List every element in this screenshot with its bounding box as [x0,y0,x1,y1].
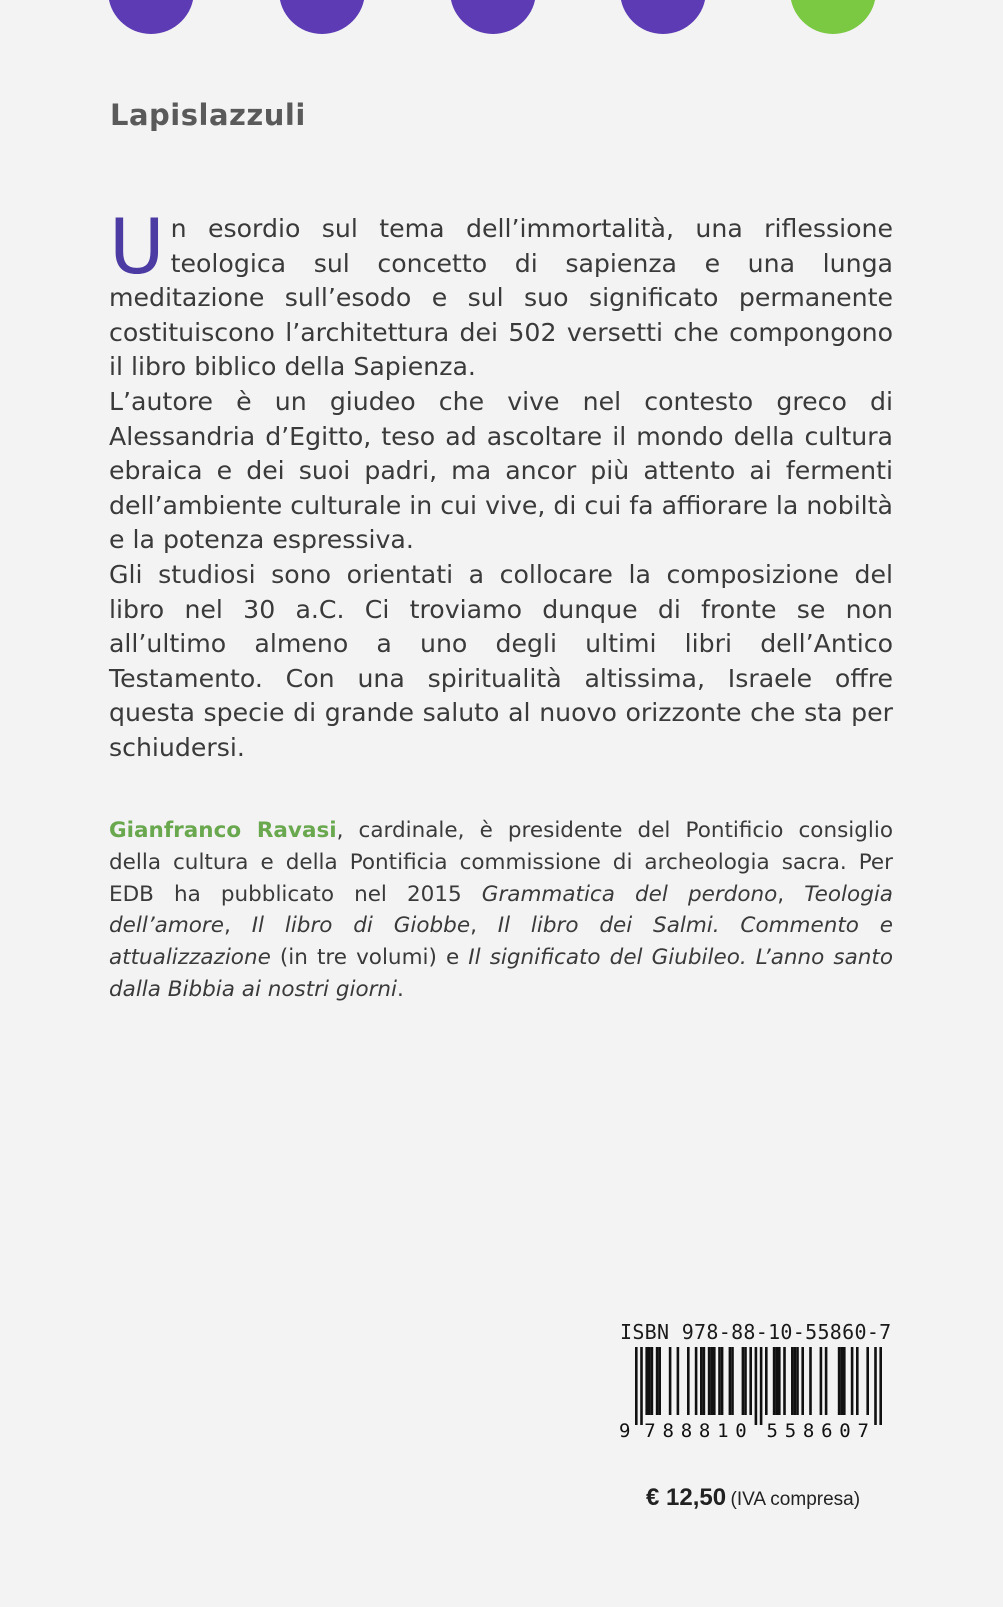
barcode-bar [651,1347,654,1415]
barcode-bar [713,1347,716,1415]
work-title-3: Il libro di Giobbe [251,913,471,939]
blurb-text-1: n esordio sul tema dell’immortalità, una riflessione teologica sul concetto di sapienza e una lunga meditazione sull’esodo e sul suo significato permanente costituiscono l’architettura dei 502 versetti che compongono il libro biblico della Sapienza. [109,214,893,382]
barcode-bar [742,1347,745,1415]
purple-dot-2 [279,0,365,34]
barcode-digit: 8 [802,1420,815,1442]
bio-sep-5: . [397,976,404,1002]
barcode-bar [703,1347,706,1415]
barcode-bar [721,1347,724,1415]
price-amount: € 12,50 [646,1484,727,1511]
bio-sep-1: , [777,881,805,907]
barcode-digits [619,1420,869,1442]
barcode-digit: 0 [735,1420,747,1442]
price [646,1484,860,1512]
barcode-digit: 8 [662,1420,674,1442]
barcode-bar [851,1347,854,1415]
barcode-bar [874,1347,877,1425]
barcode-digit: 8 [698,1420,711,1442]
green-dot [790,0,876,34]
barcode-bar [825,1347,828,1415]
barcode-bar [794,1347,797,1415]
blurb-paragraph-2: L’autore è un giudeo che vive nel contesto greco di Alessandria d’Egitto, teso ad ascoltare il mondo della cultura ebraica e dei suoi padri, ma ancor più attento ai fermenti dell’ambiente culturale in cui vive, di cui fa affiorare la nobiltà e la potenza espressiva. [109,386,893,555]
bio-paragraph [109,815,893,1006]
barcode-bar [755,1347,758,1425]
color-dots-strip [0,0,1003,40]
work-title-2: Teologia dell’amore [109,881,893,939]
barcode-bar [648,1347,651,1415]
barcode-bar [765,1347,768,1415]
barcode-bar [635,1347,638,1425]
barcode-bar [775,1347,778,1415]
barcode-digit: 8 [680,1420,693,1442]
barcode-digit: 0 [839,1420,851,1442]
barcode-bar [658,1347,661,1415]
barcode-bar [760,1347,763,1425]
price-vat-note: (IVA compresa) [730,1489,861,1510]
barcode-digit: 7 [644,1420,656,1442]
barcode-bar [687,1347,690,1415]
author-name: Gianfranco Ravasi [109,818,337,843]
barcode-bar [778,1347,781,1415]
barcode-bars [635,1347,882,1425]
isbn-label: ISBN 978-88-10-55860-7 [620,1320,892,1344]
barcode-bar [731,1347,734,1415]
purple-dot-4 [620,0,706,34]
bio-sep-3: , [470,913,498,939]
barcode-bar [879,1347,882,1425]
barcode-bar [773,1347,776,1415]
barcode-bar [656,1347,659,1415]
barcode-bar [744,1347,747,1415]
barcode-bar [840,1347,843,1415]
back-cover-blurb [109,202,893,766]
series-title: Lapislazzuli [110,98,306,132]
barcode-bar [820,1347,823,1415]
barcode-bar [677,1347,680,1415]
purple-dot-3 [450,0,536,34]
barcode-bar [708,1347,711,1415]
author-bio [109,815,893,1006]
work-title-4: Il libro dei Salmi. Commento e attualizzazione [109,913,893,971]
purple-dot-1 [108,0,194,34]
barcode-bar [783,1347,786,1415]
barcode-bar [796,1347,799,1415]
barcode-bar [695,1347,698,1415]
barcode-digit: 1 [717,1420,729,1442]
barcode-bar [640,1347,643,1425]
work-title-1: Grammatica del perdono [481,881,778,907]
barcode-bar [791,1347,794,1415]
barcode-bar [809,1347,812,1415]
barcode-bar [749,1347,752,1415]
barcode-digit: 9 [619,1420,631,1442]
barcode-bar [718,1347,721,1415]
barcode-bar [700,1347,703,1415]
barcode-bar [843,1347,846,1415]
barcode [619,1347,887,1442]
bio-sep-2: , [224,913,252,939]
bio-sep-4: (in tre volumi) e [270,945,469,971]
barcode-bar [856,1347,859,1415]
bio-text: , cardinale, è presidente del Pontificio consiglio della cultura e della Pontificia commissione di archeologia sacra. Per EDB ha pubblicato nel 2015 [109,818,893,907]
drop-cap: U [109,202,165,291]
barcode-digit: 5 [766,1420,778,1442]
work-title-5: Il significato del Giubileo. L’anno santo dalla Bibbia ai nostri giorni [109,945,893,1002]
barcode-digit: 6 [821,1420,833,1442]
blurb-paragraph-3: Gli studiosi sono orientati a collocare la composizione del libro nel 30 a.C. Ci troviamo dunque di fronte se non all’ultimo almeno a uno degli ultimi libri dell’Antico Testamento. Con una spiritualità altissima, Israele offre questa specie di grande saluto al nuovo orizzonte che sta per schiudersi. [109,559,893,762]
barcode-bar [710,1347,713,1415]
barcode-bar [669,1347,672,1415]
barcode-bar [866,1347,869,1415]
blurb-paragraph-1 [109,202,893,385]
barcode-bar [645,1347,648,1415]
barcode-bar [729,1347,732,1415]
barcode-digit: 7 [857,1420,869,1442]
barcode-digit: 5 [784,1420,797,1442]
barcode-bar [801,1347,804,1415]
barcode-bar [838,1347,841,1415]
